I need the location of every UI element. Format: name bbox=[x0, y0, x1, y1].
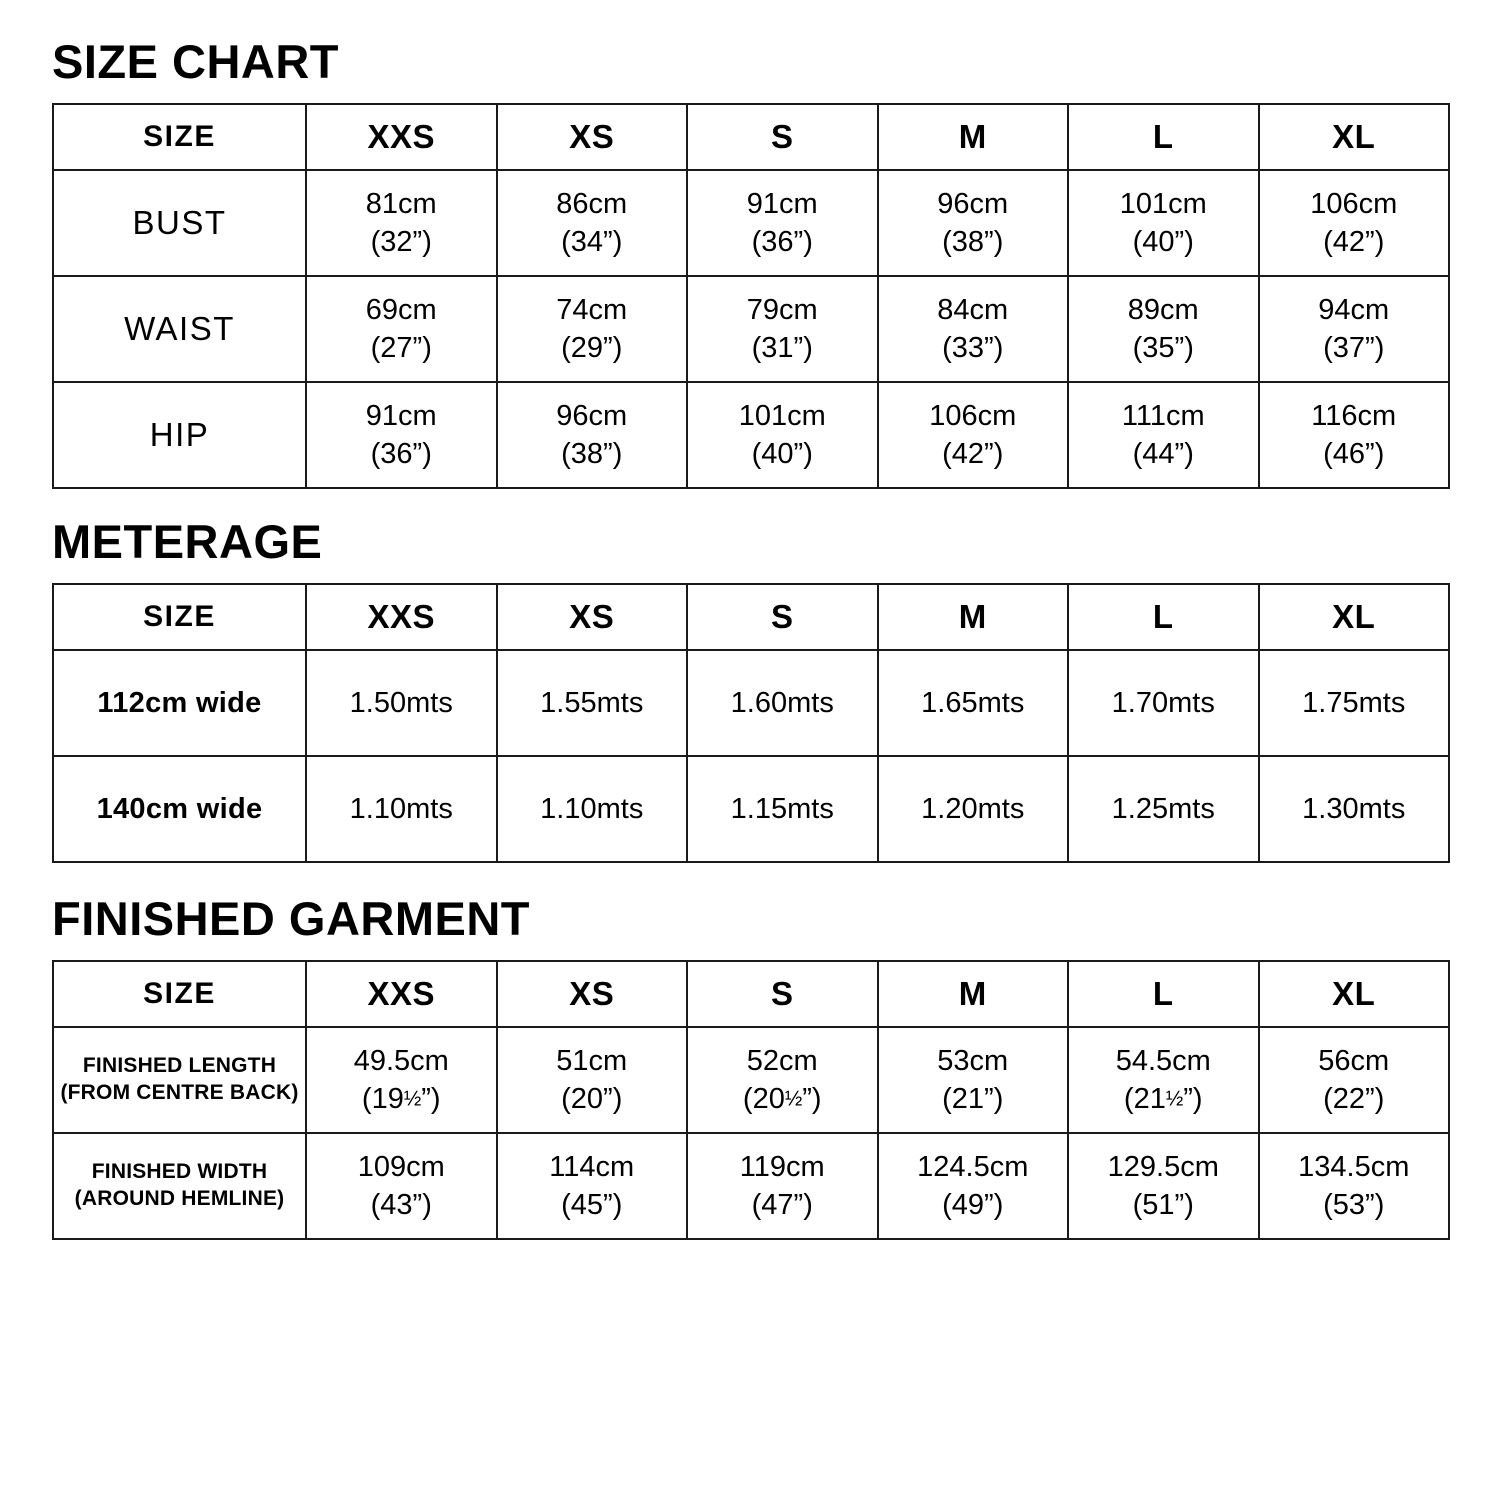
column-header-size: SIZE bbox=[53, 104, 306, 170]
value-metric: 119cm bbox=[739, 1150, 825, 1183]
value-metric: 114cm bbox=[549, 1150, 635, 1183]
row-label-140cm-wide: 140cm wide bbox=[53, 756, 306, 862]
value-metric: 1.30mts bbox=[1302, 792, 1406, 825]
value-metric: 1.55mts bbox=[540, 686, 644, 719]
row-label-waist: WAIST bbox=[53, 276, 306, 382]
value-metric: 81cm bbox=[365, 187, 437, 220]
cell-140cm-s bbox=[687, 756, 878, 862]
cell-waist-l bbox=[1068, 276, 1259, 382]
column-header-xl: XL bbox=[1259, 584, 1450, 650]
table-header-row bbox=[53, 104, 1449, 170]
section-meterage bbox=[52, 515, 1450, 863]
value-metric: 129.5cm bbox=[1107, 1150, 1219, 1183]
column-header-xxs: XXS bbox=[306, 104, 497, 170]
column-header-s: S bbox=[687, 961, 878, 1027]
value-metric: 1.65mts bbox=[921, 686, 1025, 719]
value-metric: 94cm bbox=[1318, 293, 1390, 326]
column-header-xl: XL bbox=[1259, 961, 1450, 1027]
table-header-row bbox=[53, 584, 1449, 650]
table-row bbox=[53, 650, 1449, 756]
column-header-s: S bbox=[687, 104, 878, 170]
value-imperial: (19½”) bbox=[361, 1083, 441, 1115]
value-imperial: (44”) bbox=[1132, 438, 1194, 470]
value-metric: 1.75mts bbox=[1302, 686, 1406, 719]
cell-hip-xl bbox=[1259, 382, 1450, 488]
cell-bust-xl bbox=[1259, 170, 1450, 276]
cell-width-xl bbox=[1259, 1133, 1450, 1239]
cell-bust-s bbox=[687, 170, 878, 276]
value-imperial: (38”) bbox=[561, 438, 623, 470]
value-metric: 101cm bbox=[738, 399, 826, 432]
value-imperial: (42”) bbox=[1323, 226, 1385, 258]
value-metric: 116cm bbox=[1311, 399, 1397, 432]
value-imperial: (22”) bbox=[1323, 1083, 1385, 1115]
cell-112cm-s bbox=[687, 650, 878, 756]
cell-112cm-l bbox=[1068, 650, 1259, 756]
value-imperial: (33”) bbox=[942, 332, 1004, 364]
cell-112cm-xs bbox=[497, 650, 688, 756]
value-metric: 111cm bbox=[1121, 399, 1205, 432]
column-header-l: L bbox=[1068, 584, 1259, 650]
cell-waist-xxs bbox=[306, 276, 497, 382]
column-header-xs: XS bbox=[497, 584, 688, 650]
value-metric: 134.5cm bbox=[1298, 1150, 1410, 1183]
value-metric: 1.10mts bbox=[540, 792, 644, 825]
value-metric: 54.5cm bbox=[1115, 1044, 1211, 1077]
value-metric: 109cm bbox=[357, 1150, 445, 1183]
cell-width-s bbox=[687, 1133, 878, 1239]
cell-140cm-xxs bbox=[306, 756, 497, 862]
value-imperial: (20½”) bbox=[742, 1083, 822, 1115]
value-imperial: (27”) bbox=[370, 332, 432, 364]
cell-waist-xs bbox=[497, 276, 688, 382]
value-metric: 96cm bbox=[556, 399, 628, 432]
table-row bbox=[53, 276, 1449, 382]
column-header-xxs: XXS bbox=[306, 584, 497, 650]
cell-112cm-m bbox=[878, 650, 1069, 756]
value-imperial: (45”) bbox=[561, 1189, 623, 1221]
value-metric: 49.5cm bbox=[353, 1044, 449, 1077]
cell-waist-m bbox=[878, 276, 1069, 382]
value-metric: 69cm bbox=[365, 293, 437, 326]
value-imperial: (35”) bbox=[1132, 332, 1194, 364]
value-imperial: (20”) bbox=[561, 1083, 623, 1115]
meterage-table bbox=[52, 583, 1450, 863]
cell-140cm-l bbox=[1068, 756, 1259, 862]
value-metric: 96cm bbox=[937, 187, 1009, 220]
value-imperial: (21”) bbox=[942, 1083, 1004, 1115]
row-label-line2: (AROUND HEMLINE) bbox=[74, 1187, 285, 1210]
cell-width-l bbox=[1068, 1133, 1259, 1239]
cell-140cm-xl bbox=[1259, 756, 1450, 862]
cell-hip-m bbox=[878, 382, 1069, 488]
column-header-xl: XL bbox=[1259, 104, 1450, 170]
column-header-s: S bbox=[687, 584, 878, 650]
value-metric: 74cm bbox=[556, 293, 628, 326]
row-label-finished-length bbox=[53, 1027, 306, 1133]
table-header-row bbox=[53, 961, 1449, 1027]
column-header-xxs: XXS bbox=[306, 961, 497, 1027]
row-label-line1: FINISHED WIDTH bbox=[91, 1160, 268, 1184]
column-header-m: M bbox=[878, 961, 1069, 1027]
value-metric: 1.15mts bbox=[730, 792, 834, 825]
table-row bbox=[53, 756, 1449, 862]
cell-length-xxs bbox=[306, 1027, 497, 1133]
value-metric: 89cm bbox=[1127, 293, 1199, 326]
value-imperial: (34”) bbox=[561, 226, 623, 258]
column-header-size: SIZE bbox=[53, 961, 306, 1027]
value-metric: 52cm bbox=[746, 1044, 818, 1077]
cell-waist-xl bbox=[1259, 276, 1450, 382]
cell-width-xs bbox=[497, 1133, 688, 1239]
value-imperial: (40”) bbox=[1132, 226, 1194, 258]
row-label-bust: BUST bbox=[53, 170, 306, 276]
cell-hip-xxs bbox=[306, 382, 497, 488]
column-header-xs: XS bbox=[497, 961, 688, 1027]
cell-bust-xxs bbox=[306, 170, 497, 276]
value-imperial: (32”) bbox=[370, 226, 432, 258]
value-metric: 1.60mts bbox=[730, 686, 834, 719]
value-metric: 51cm bbox=[556, 1044, 628, 1077]
value-metric: 79cm bbox=[746, 293, 818, 326]
cell-length-xl bbox=[1259, 1027, 1450, 1133]
value-imperial: (51”) bbox=[1132, 1189, 1194, 1221]
cell-140cm-m bbox=[878, 756, 1069, 862]
cell-length-m bbox=[878, 1027, 1069, 1133]
value-metric: 1.20mts bbox=[921, 792, 1025, 825]
column-header-xs: XS bbox=[497, 104, 688, 170]
value-metric: 84cm bbox=[937, 293, 1009, 326]
value-imperial: (38”) bbox=[942, 226, 1004, 258]
value-imperial: (31”) bbox=[751, 332, 813, 364]
value-imperial: (47”) bbox=[751, 1189, 813, 1221]
value-imperial: (53”) bbox=[1323, 1189, 1385, 1221]
cell-140cm-xs bbox=[497, 756, 688, 862]
column-header-m: M bbox=[878, 104, 1069, 170]
table-row bbox=[53, 382, 1449, 488]
cell-hip-s bbox=[687, 382, 878, 488]
value-imperial: (29”) bbox=[561, 332, 623, 364]
cell-bust-xs bbox=[497, 170, 688, 276]
value-imperial: (46”) bbox=[1323, 438, 1385, 470]
cell-length-xs bbox=[497, 1027, 688, 1133]
finished-garment-table bbox=[52, 960, 1450, 1240]
value-metric: 86cm bbox=[556, 187, 628, 220]
cell-112cm-xxs bbox=[306, 650, 497, 756]
section-title-meterage: METERAGE bbox=[52, 515, 323, 568]
value-metric: 106cm bbox=[1310, 187, 1398, 220]
column-header-l: L bbox=[1068, 961, 1259, 1027]
column-header-l: L bbox=[1068, 104, 1259, 170]
cell-length-l bbox=[1068, 1027, 1259, 1133]
cell-width-m bbox=[878, 1133, 1069, 1239]
cell-hip-xs bbox=[497, 382, 688, 488]
table-row bbox=[53, 1133, 1449, 1239]
cell-waist-s bbox=[687, 276, 878, 382]
column-header-m: M bbox=[878, 584, 1069, 650]
value-metric: 56cm bbox=[1318, 1044, 1390, 1077]
row-label-finished-width bbox=[53, 1133, 306, 1239]
table-row bbox=[53, 170, 1449, 276]
section-finished-garment bbox=[52, 892, 1450, 1240]
row-label-line2: (FROM CENTRE BACK) bbox=[60, 1081, 299, 1104]
value-imperial: (36”) bbox=[751, 226, 813, 258]
value-metric: 106cm bbox=[929, 399, 1017, 432]
value-metric: 124.5cm bbox=[917, 1150, 1029, 1183]
value-metric: 1.25mts bbox=[1111, 792, 1215, 825]
value-imperial: (49”) bbox=[942, 1189, 1004, 1221]
column-header-size: SIZE bbox=[53, 584, 306, 650]
value-metric: 1.70mts bbox=[1111, 686, 1215, 719]
table-row bbox=[53, 1027, 1449, 1133]
value-metric: 91cm bbox=[365, 399, 437, 432]
value-metric: 1.50mts bbox=[349, 686, 453, 719]
value-imperial: (36”) bbox=[370, 438, 432, 470]
section-size-chart bbox=[52, 35, 1450, 489]
section-title-size-chart: SIZE CHART bbox=[52, 35, 339, 88]
row-label-112cm-wide: 112cm wide bbox=[53, 650, 306, 756]
value-imperial: (21½”) bbox=[1123, 1083, 1203, 1115]
cell-hip-l bbox=[1068, 382, 1259, 488]
value-imperial: (37”) bbox=[1323, 332, 1385, 364]
value-imperial: (42”) bbox=[942, 438, 1004, 470]
value-imperial: (40”) bbox=[751, 438, 813, 470]
size-chart-table bbox=[52, 103, 1450, 489]
value-metric: 53cm bbox=[937, 1044, 1009, 1077]
cell-112cm-xl bbox=[1259, 650, 1450, 756]
cell-length-s bbox=[687, 1027, 878, 1133]
value-imperial: (43”) bbox=[370, 1189, 432, 1221]
value-metric: 101cm bbox=[1119, 187, 1207, 220]
value-metric: 91cm bbox=[746, 187, 818, 220]
cell-bust-m bbox=[878, 170, 1069, 276]
section-title-finished-garment: FINISHED GARMENT bbox=[52, 892, 530, 945]
cell-bust-l bbox=[1068, 170, 1259, 276]
row-label-hip: HIP bbox=[53, 382, 306, 488]
row-label-line1: FINISHED LENGTH bbox=[82, 1054, 277, 1078]
cell-width-xxs bbox=[306, 1133, 497, 1239]
value-metric: 1.10mts bbox=[349, 792, 453, 825]
